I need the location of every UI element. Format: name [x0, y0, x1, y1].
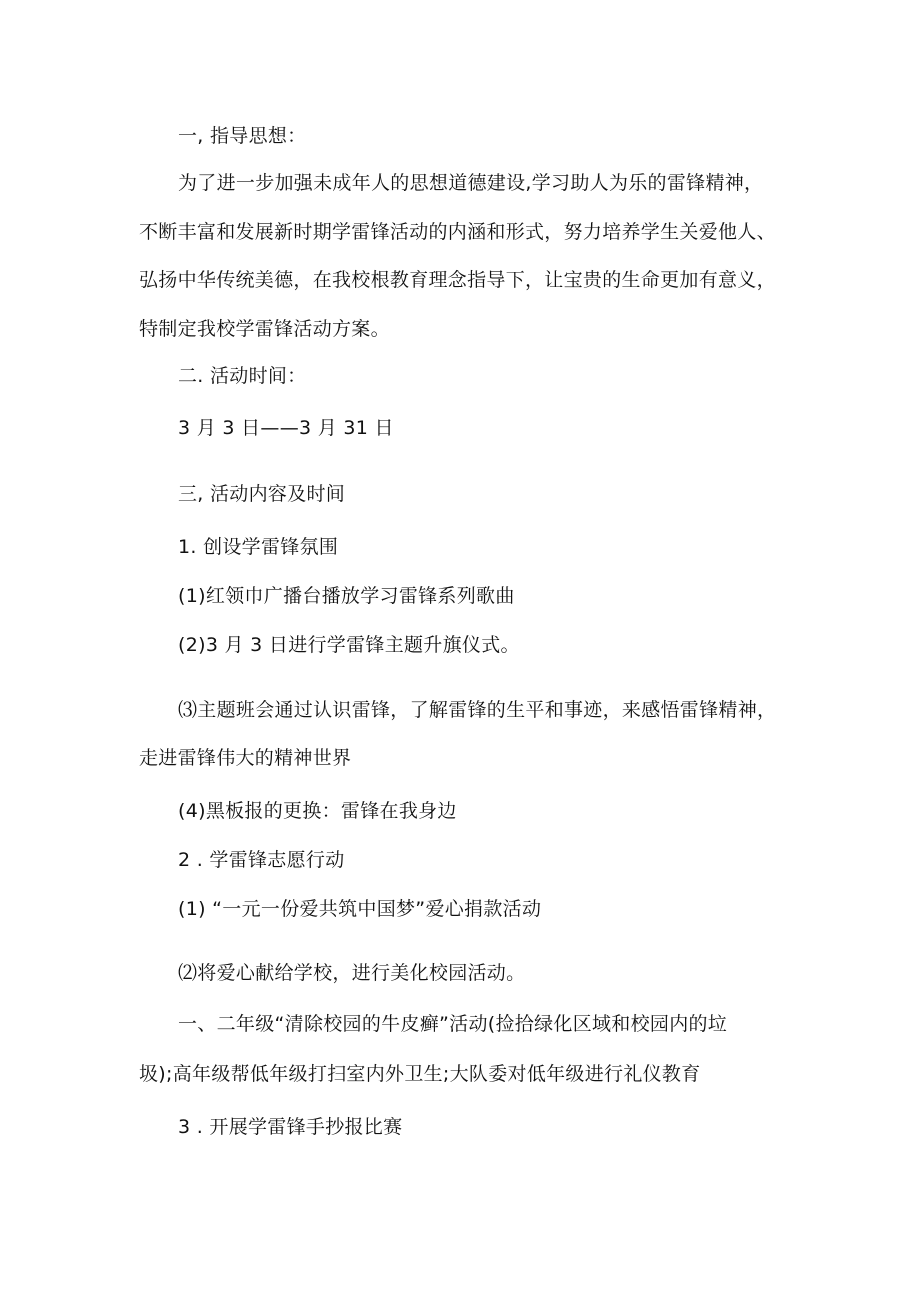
paragraph-line: 不断丰富和发展新时期学雷锋活动的内涵和形式，努力培养学生关爱他人、 [139, 221, 776, 243]
paragraph-line: 特制定我校学雷锋活动方案。 [139, 318, 390, 340]
list-item: (1) “一元一份爱共筑中国梦”爱心捐款活动 [178, 898, 542, 920]
list-item: (2)3 月 3 日进行学雷锋主题升旗仪式。 [178, 634, 520, 656]
section-heading-activity-content: 三, 活动内容及时间 [178, 483, 346, 505]
section-heading-activity-time: 二. 活动时间： [178, 365, 307, 387]
list-item-continuation: 走进雷锋伟大的精神世界 [139, 747, 352, 769]
paragraph-line: 一、二年级“清除校园的牛皮癣”活动(捡拾绿化区域和校园内的垃 [178, 1013, 728, 1035]
list-item-heading: 1. 创设学雷锋氛围 [178, 536, 339, 558]
section-heading-guiding-ideology: 一, 指导思想： [178, 125, 307, 147]
paragraph-line: 为了进一步加强未成年人的思想道德建设,学习助人为乐的雷锋精神， [178, 172, 764, 194]
list-item: ⑵将爱心献给学校，进行美化校园活动。 [178, 962, 526, 984]
list-item: ⑶主题班会通过认识雷锋，了解雷锋的生平和事迹，来感悟雷锋精神， [178, 699, 777, 721]
paragraph-line: 圾);高年级帮低年级打扫室内外卫生;大队委对低年级进行礼仪教育 [139, 1063, 701, 1085]
list-item-heading: 2 . 学雷锋志愿行动 [178, 849, 345, 871]
list-item: (4)黑板报的更换：雷锋在我身边 [178, 800, 457, 822]
list-item-heading: 3 . 开展学雷锋手抄报比赛 [178, 1116, 403, 1138]
list-item: (1)红领巾广播台播放学习雷锋系列歌曲 [178, 585, 515, 607]
paragraph-line: 弘扬中华传统美德，在我校根教育理念指导下，让宝贵的生命更加有意义， [139, 269, 776, 291]
activity-date-range: 3 月 3 日——3 月 31 日 [178, 417, 394, 439]
